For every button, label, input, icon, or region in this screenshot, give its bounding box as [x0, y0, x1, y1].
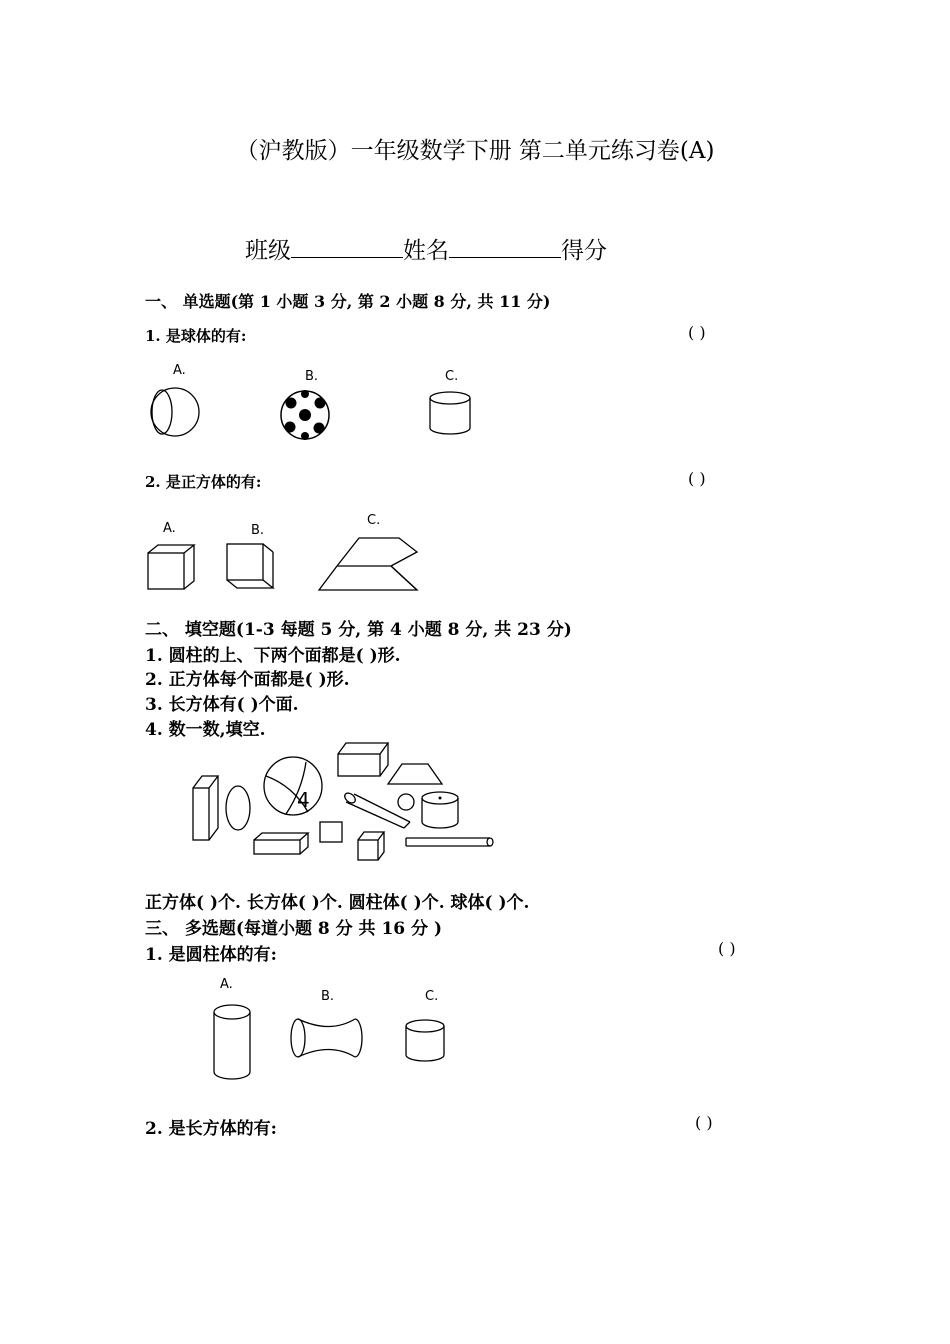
ball-number: 4: [297, 788, 310, 812]
small-ball-icon: [398, 794, 414, 810]
s1-q1-figures: [145, 360, 485, 445]
s1-q1-answer[interactable]: ( ): [688, 323, 706, 342]
s1-q2-option-b-label: B.: [251, 523, 265, 538]
pole-icon: [406, 838, 493, 846]
short-cylinder-icon: [406, 1020, 444, 1061]
s1-q1-text: 1. 是球体的有:: [145, 327, 247, 345]
name-blank[interactable]: [449, 235, 561, 258]
s3-q1-figures: [195, 972, 465, 1087]
s1-q2-text: 2. 是正方体的有:: [145, 473, 262, 491]
s3-q1-text: 1. 是圆柱体的有:: [145, 945, 277, 965]
class-label: 班级: [245, 238, 291, 264]
s3-q2-text: 2. 是长方体的有:: [145, 1119, 277, 1139]
s2-q2: 2. 正方体每个面都是( )形.: [145, 670, 350, 690]
trapezoid-prism-icon: [388, 764, 442, 784]
student-info-line: [245, 232, 607, 265]
s1-q1-option-a-label: A.: [173, 363, 186, 378]
ball-icon: [264, 757, 322, 815]
section3-heading: 三、 多选题(每道小题 8 分 共 16 分 ): [145, 919, 443, 939]
s3-q2-answer[interactable]: ( ): [695, 1113, 713, 1132]
cylinder-icon: [422, 792, 458, 828]
s1-q2-option-c-label: C.: [367, 513, 381, 528]
score-label: 得分: [561, 238, 607, 264]
brick-icon: [254, 833, 308, 854]
section2-heading: 二、 填空题(1-3 每题 5 分, 第 4 小题 8 分, 共 23 分): [145, 620, 572, 640]
s3-q1-option-b-label: B.: [321, 989, 335, 1004]
tall-prism-icon: [193, 776, 218, 840]
flat-box-icon: [338, 743, 388, 776]
s1-q1-option-c-label: C.: [445, 369, 459, 384]
s2-q3: 3. 长方体有( )个面.: [145, 695, 299, 715]
s1-q2-answer[interactable]: ( ): [688, 469, 706, 488]
name-label: 姓名: [403, 238, 449, 264]
spool-icon: [291, 1019, 362, 1057]
s3-q1-option-a-label: A.: [220, 977, 233, 992]
s1-q2-figures: [145, 508, 435, 598]
page-title: （沪教版）一年级数学下册 第二单元练习卷(A): [235, 138, 715, 164]
s1-q2-option-a-label: A.: [163, 521, 176, 536]
s3-q1-answer[interactable]: ( ): [718, 939, 736, 958]
cube-icon: [148, 545, 194, 589]
frustum-icon: [319, 538, 417, 590]
sphere-icon: [151, 388, 199, 436]
class-blank[interactable]: [291, 235, 403, 258]
cube-icon: [227, 544, 273, 588]
section1-heading: 一、 单选题(第 1 小题 3 分, 第 2 小题 8 分, 共 11 分): [145, 292, 551, 311]
s2-q4: 4. 数一数,填空.: [145, 720, 266, 740]
cube-icon: [358, 832, 384, 860]
tall-cylinder-icon: [214, 1005, 250, 1079]
s2-q1: 1. 圆柱的上、下两个面都是( )形.: [145, 646, 401, 666]
counting-figure: [190, 740, 500, 865]
small-cube-icon: [320, 822, 342, 842]
oval-icon: [226, 786, 250, 830]
soccer-ball-icon: [281, 390, 329, 440]
sphere-equator: [152, 390, 172, 434]
s3-q1-option-c-label: C.: [425, 989, 439, 1004]
cylinder-icon: [430, 392, 470, 434]
s2-q4-counts: 正方体( )个. 长方体( )个. 圆柱体( )个. 球体( )个.: [145, 893, 530, 913]
s1-q1-option-b-label: B.: [305, 369, 319, 384]
